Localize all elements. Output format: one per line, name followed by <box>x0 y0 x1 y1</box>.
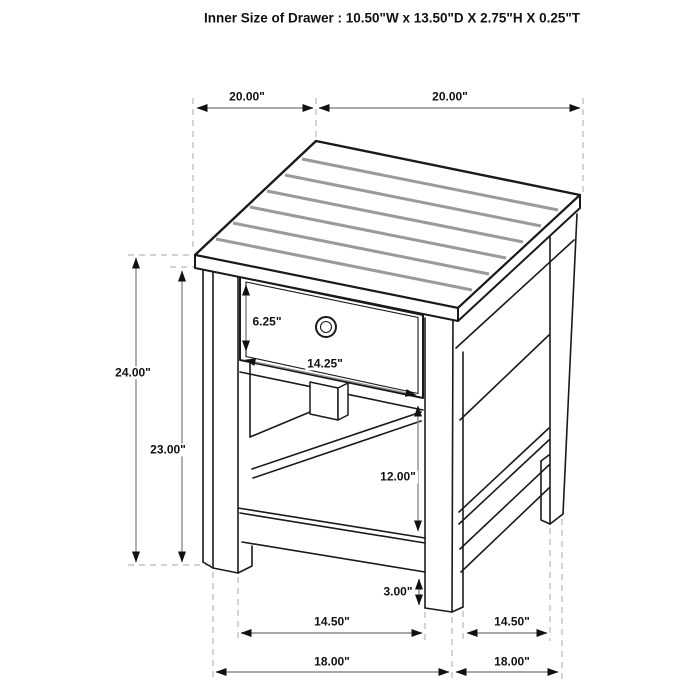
dim-label-overall-height: 24.00" <box>115 365 151 380</box>
dim-label-drawer-height: 6.25" <box>252 314 282 329</box>
dim-label-top-depth-right: 20.00" <box>432 89 468 104</box>
diagram-title: Inner Size of Drawer : 10.50"W x 13.50"D X 2.75"H X 0.25"T <box>203 10 581 26</box>
dim-label-height-under-top: 23.00" <box>150 442 186 457</box>
dim-label-floor-clearance: 3.00" <box>383 584 413 599</box>
dim-label-inner-span-left: 14.50" <box>314 614 350 629</box>
table-structure <box>195 141 580 612</box>
dim-label-shelf-clearance: 12.00" <box>380 469 416 484</box>
dim-label-base-width-left: 18.00" <box>314 654 350 669</box>
dim-label-drawer-width: 14.25" <box>307 356 343 371</box>
dim-label-inner-span-right: 14.50" <box>494 614 530 629</box>
dim-label-base-width-right: 18.00" <box>494 654 530 669</box>
dim-label-top-depth-left: 20.00" <box>229 89 265 104</box>
